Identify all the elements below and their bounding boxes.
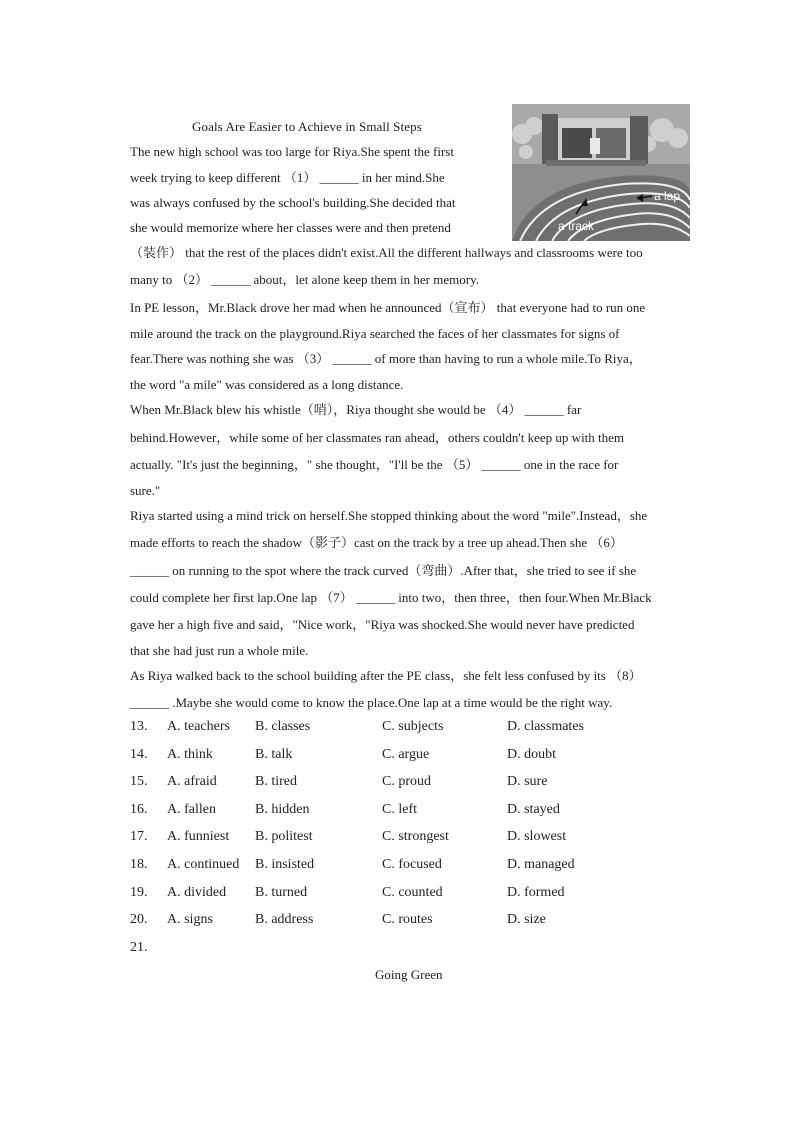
passage-line: The new high school was too large for Riya.She spent the first (130, 144, 454, 159)
option-b[interactable]: B. address (255, 912, 314, 927)
passage-line: she would memorize where her classes were and then pretend (130, 220, 451, 235)
passage-line: mile around the track on the playground.Riya searched the faces of her classmates for signs of (130, 326, 620, 341)
passage-line: Riya started using a mind trick on herself.She stopped thinking about the word "mile".Instead，she (130, 508, 648, 523)
option-b[interactable]: B. turned (255, 885, 308, 900)
option-a[interactable]: A. think (167, 747, 213, 762)
passage-line: the word "a mile" was considered as a long distance. (130, 377, 404, 392)
passage-line: many to （2） ______ about，let alone keep them in her memory. (130, 272, 479, 287)
option-a[interactable]: A. funniest (167, 829, 230, 844)
option-b[interactable]: B. hidden (255, 802, 310, 817)
passage-line: gave her a high five and said，"Nice work，"Riya was shocked.She would never have predicted (130, 617, 635, 632)
next-question-number: 21. (130, 940, 148, 955)
passage-line: was always confused by the school's building.She decided that (130, 195, 456, 210)
passage-line: （装作） that the rest of the places didn't exist.All the different hallways and classrooms were too (130, 245, 643, 260)
option-c[interactable]: C. subjects (382, 719, 444, 734)
option-b[interactable]: B. talk (255, 747, 293, 762)
passage-line: actually. "It's just the beginning，" she thought，"I'll be the （5） ______ one in the race for (130, 457, 619, 472)
passage-illustration (512, 104, 690, 241)
option-c[interactable]: C. focused (382, 857, 442, 872)
passage-line: When Mr.Black blew his whistle（哨），Riya thought she would be （4） ______ far (130, 402, 582, 417)
option-c[interactable]: C. proud (382, 774, 431, 789)
question-number: 20. (130, 912, 148, 927)
option-a[interactable]: A. signs (167, 912, 213, 927)
passage-line: made efforts to reach the shadow（影子）cast on the track by a tree up ahead.Then she （6） (130, 535, 623, 550)
passage-line: As Riya walked back to the school building after the PE class，she felt less confused by its （8） (130, 668, 642, 683)
option-c[interactable]: C. left (382, 802, 417, 817)
passage-title: Goals Are Easier to Achieve in Small Steps (192, 119, 422, 134)
passage-line: could complete her first lap.One lap （7） ______ into two，then three，then four.When Mr.Black (130, 590, 652, 605)
question-number: 18. (130, 857, 148, 872)
option-d[interactable]: D. slowest (507, 829, 567, 844)
svg-text:a lap: a lap (654, 189, 681, 203)
option-b[interactable]: B. politest (255, 829, 313, 844)
option-d[interactable]: D. managed (507, 857, 575, 872)
passage-line: fear.There was nothing she was （3） ______ of more than having to run a whole mile.To Riya， (130, 351, 642, 366)
option-d[interactable]: D. stayed (507, 802, 560, 817)
option-d[interactable]: D. classmates (507, 719, 584, 734)
option-d[interactable]: D. sure (507, 774, 548, 789)
option-c[interactable]: C. routes (382, 912, 433, 927)
option-d[interactable]: D. doubt (507, 747, 556, 762)
option-b[interactable]: B. insisted (255, 857, 315, 872)
next-passage-title: Going Green (375, 967, 443, 982)
option-b[interactable]: B. tired (255, 774, 297, 789)
question-number: 16. (130, 802, 148, 817)
question-number: 17. (130, 829, 148, 844)
option-a[interactable]: A. continued (167, 857, 240, 872)
question-number: 13. (130, 719, 148, 734)
option-d[interactable]: D. size (507, 912, 546, 927)
passage-line: In PE lesson，Mr.Black drove her mad when he announced（宣布） that everyone had to run one (130, 300, 646, 315)
option-c[interactable]: C. strongest (382, 829, 449, 844)
passage-line: behind.However，while some of her classmates ran ahead，others couldn't keep up with them (130, 430, 625, 445)
option-b[interactable]: B. classes (255, 719, 311, 734)
question-number: 15. (130, 774, 148, 789)
passage-line: that she had just run a whole mile. (130, 643, 309, 658)
option-c[interactable]: C. argue (382, 747, 430, 762)
option-d[interactable]: D. formed (507, 885, 565, 900)
passage-line: sure." (130, 483, 161, 498)
svg-text:a track: a track (558, 219, 595, 233)
option-a[interactable]: A. teachers (167, 719, 230, 734)
option-a[interactable]: A. divided (167, 885, 227, 900)
question-number: 14. (130, 747, 148, 762)
passage-line: ______ on running to the spot where the track curved（弯曲）.After that，she tried to see if she (130, 563, 637, 578)
option-a[interactable]: A. afraid (167, 774, 217, 789)
passage-line: ______ .Maybe she would come to know the place.One lap at a time would be the right way. (130, 695, 613, 710)
passage-line: week trying to keep different （1） ______ in her mind.She (130, 170, 445, 185)
question-number: 19. (130, 885, 148, 900)
option-c[interactable]: C. counted (382, 885, 443, 900)
option-a[interactable]: A. fallen (167, 802, 216, 817)
